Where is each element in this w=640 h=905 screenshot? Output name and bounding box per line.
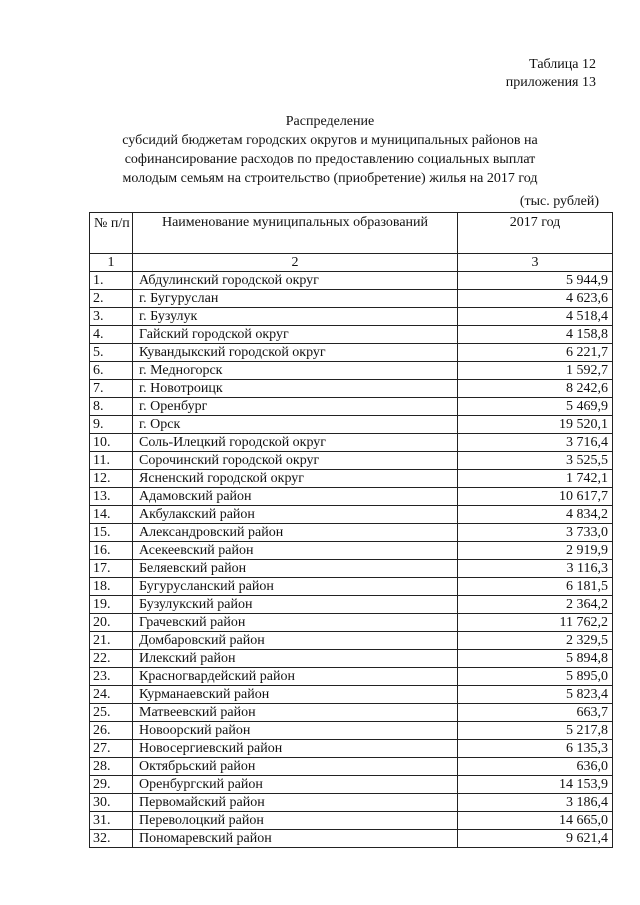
row-value: 4 518,4 [458,308,613,326]
row-name: Переволоцкий район [133,812,458,830]
row-value: 5 217,8 [458,722,613,740]
row-number: 17. [90,560,133,578]
row-value: 3 116,3 [458,560,613,578]
header-year: 2017 год [458,213,613,254]
row-number: 24. [90,686,133,704]
row-name: г. Оренбург [133,398,458,416]
row-name: г. Бузулук [133,308,458,326]
row-name: Домбаровский район [133,632,458,650]
row-number: 31. [90,812,133,830]
row-value: 3 525,5 [458,452,613,470]
row-number: 16. [90,542,133,560]
row-name: Курманаевский район [133,686,458,704]
table-row [90,632,613,650]
table-row [90,776,613,794]
row-number: 18. [90,578,133,596]
row-number: 4. [90,326,133,344]
table-row [90,686,613,704]
table-row [90,542,613,560]
row-name: г. Бугуруслан [133,290,458,308]
title-line-4: молодым семьям на строительство (приобретение) жилья на 2017 год [122,171,538,186]
row-value: 1 592,7 [458,362,613,380]
row-number: 23. [90,668,133,686]
row-value: 5 469,9 [458,398,613,416]
row-number: 26. [90,722,133,740]
row-value: 4 158,8 [458,326,613,344]
row-number: 10. [90,434,133,452]
row-name: Беляевский район [133,560,458,578]
row-number: 22. [90,650,133,668]
row-value: 663,7 [458,704,613,722]
table-row [90,380,613,398]
column-index-2: 2 [133,254,458,272]
row-value: 10 617,7 [458,488,613,506]
row-number: 1. [90,272,133,290]
row-value: 5 823,4 [458,686,613,704]
row-number: 11. [90,452,133,470]
table-row [90,488,613,506]
subsidy-table [89,212,613,848]
row-name: Новосергиевский район [133,740,458,758]
row-value: 5 894,8 [458,650,613,668]
row-name: Красногвардейский район [133,668,458,686]
row-value: 6 181,5 [458,578,613,596]
row-name: Гайский городской округ [133,326,458,344]
document-title [60,112,600,188]
table-row [90,668,613,686]
row-number: 15. [90,524,133,542]
table-body [90,272,613,848]
row-value: 14 153,9 [458,776,613,794]
table-row [90,812,613,830]
row-name: Оренбургский район [133,776,458,794]
row-value: 1 742,1 [458,470,613,488]
table-row [90,290,613,308]
row-number: 6. [90,362,133,380]
row-name: Кувандыкский городской округ [133,344,458,362]
row-name: Грачевский район [133,614,458,632]
row-number: 28. [90,758,133,776]
table-row [90,614,613,632]
table-row [90,596,613,614]
row-value: 19 520,1 [458,416,613,434]
row-number: 7. [90,380,133,398]
units-label: (тыс. рублей) [519,194,599,209]
row-number: 19. [90,596,133,614]
document-header [506,56,596,92]
row-name: Матвеевский район [133,704,458,722]
table-row [90,830,613,848]
row-name: г. Медногорск [133,362,458,380]
table-row [90,740,613,758]
table-row [90,452,613,470]
table-row [90,416,613,434]
table-row [90,272,613,290]
row-name: г. Новотроицк [133,380,458,398]
table-row [90,560,613,578]
table-label: Таблица 12 [529,57,596,72]
table-row [90,758,613,776]
row-number: 30. [90,794,133,812]
row-name: Илекский район [133,650,458,668]
row-name: Новоорский район [133,722,458,740]
row-name: Соль-Илецкий городской округ [133,434,458,452]
title-line-2: субсидий бюджетам городских округов и муниципальных районов на [122,133,538,148]
header-number: № п/п [90,213,133,254]
row-number: 9. [90,416,133,434]
row-value: 6 135,3 [458,740,613,758]
row-value: 14 665,0 [458,812,613,830]
row-name: Александровский район [133,524,458,542]
table-row [90,704,613,722]
row-name: Пономаревский район [133,830,458,848]
row-value: 4 623,6 [458,290,613,308]
row-number: 12. [90,470,133,488]
row-name: Октябрьский район [133,758,458,776]
row-number: 13. [90,488,133,506]
row-number: 20. [90,614,133,632]
row-value: 8 242,6 [458,380,613,398]
row-name: Бузулукский район [133,596,458,614]
row-value: 5 895,0 [458,668,613,686]
row-number: 8. [90,398,133,416]
table-row [90,506,613,524]
table-row [90,434,613,452]
table-header-row [90,213,613,254]
row-number: 3. [90,308,133,326]
row-name: г. Орск [133,416,458,434]
column-index-1: 1 [90,254,133,272]
table-row [90,362,613,380]
row-value: 3 716,4 [458,434,613,452]
row-number: 14. [90,506,133,524]
row-value: 2 364,2 [458,596,613,614]
row-name: Бугурусланский район [133,578,458,596]
row-number: 25. [90,704,133,722]
table-row [90,722,613,740]
row-number: 21. [90,632,133,650]
column-index-row [90,254,613,272]
column-index-3: 3 [458,254,613,272]
row-name: Абдулинский городской округ [133,272,458,290]
row-number: 5. [90,344,133,362]
appendix-label: приложения 13 [505,75,596,90]
row-value: 9 621,4 [458,830,613,848]
table-row [90,650,613,668]
table-row [90,524,613,542]
row-value: 4 834,2 [458,506,613,524]
row-value: 11 762,2 [458,614,613,632]
row-number: 29. [90,776,133,794]
row-name: Ясненский городской округ [133,470,458,488]
row-name: Адамовский район [133,488,458,506]
row-value: 5 944,9 [458,272,613,290]
row-value: 2 919,9 [458,542,613,560]
row-value: 2 329,5 [458,632,613,650]
title-line-3: софинансирование расходов по предоставлению социальных выплат [124,152,536,167]
row-name: Асекеевский район [133,542,458,560]
table-row [90,470,613,488]
table-row [90,326,613,344]
table-row [90,344,613,362]
row-value: 3 186,4 [458,794,613,812]
row-value: 3 733,0 [458,524,613,542]
table-row [90,398,613,416]
table-row [90,578,613,596]
row-value: 636,0 [458,758,613,776]
header-name: Наименование муниципальных образований [133,213,458,254]
row-name: Сорочинский городской округ [133,452,458,470]
row-name: Первомайский район [133,794,458,812]
table-row [90,308,613,326]
row-name: Акбулакский район [133,506,458,524]
table-row [90,794,613,812]
row-value: 6 221,7 [458,344,613,362]
row-number: 32. [90,830,133,848]
title-line-1: Распределение [285,114,375,129]
row-number: 2. [90,290,133,308]
row-number: 27. [90,740,133,758]
